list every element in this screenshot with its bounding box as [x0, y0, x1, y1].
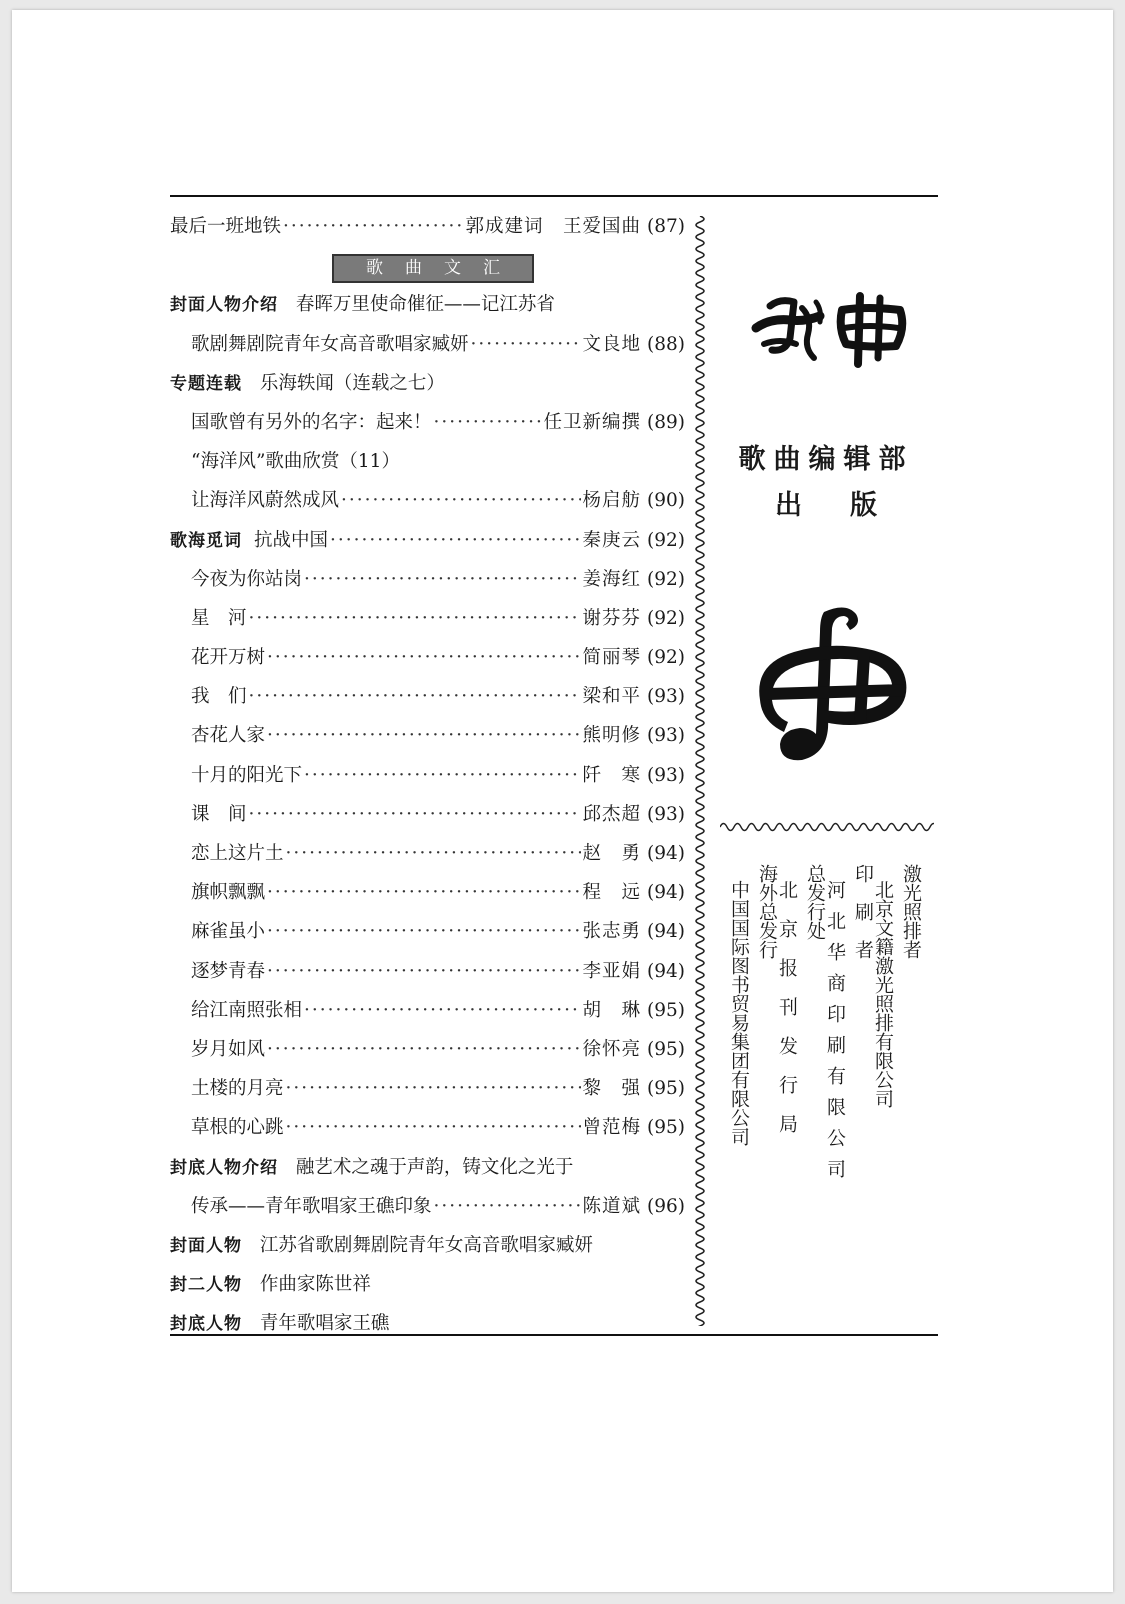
credit-name: 中国国际图书贸易集团有限公司 — [728, 880, 750, 1146]
credit-column — [824, 864, 877, 1190]
toc-author: 郭成建词 王爱国曲 — [465, 216, 642, 237]
toc-author: 赵 勇 — [582, 843, 642, 864]
section-label: 封面人物介绍 — [170, 295, 278, 316]
section-label: 歌海觅词 — [170, 530, 242, 551]
toc-text: 乐海轶闻（连载之七） — [259, 372, 445, 394]
toc-title: 传承——青年歌唱家王礁印象 — [191, 1195, 432, 1217]
editorial-department: 歌曲编辑部 — [738, 444, 914, 475]
credit-column — [872, 864, 925, 1108]
toc-title: 逐梦青春 — [191, 960, 266, 982]
toc-title: 岁月如风 — [191, 1038, 266, 1060]
toc-section-line[interactable] — [170, 1265, 685, 1304]
leader-dots — [267, 873, 580, 912]
leader-dots — [267, 952, 580, 991]
music-note-qu-emblem-icon — [754, 604, 910, 762]
toc-subheading — [170, 442, 685, 481]
toc-author: 徐怀亮 — [582, 1038, 642, 1060]
leader-dots — [267, 638, 580, 677]
toc-title: 花开万树 — [191, 647, 266, 669]
toc-page: (92) — [647, 529, 685, 551]
toc-page: (94) — [647, 921, 685, 943]
toc-title: 麻雀虽小 — [191, 921, 266, 943]
toc-entry[interactable] — [170, 834, 685, 873]
toc-page: (95) — [647, 999, 685, 1021]
toc-author: 姜海红 — [582, 568, 642, 590]
publication-credits — [728, 864, 925, 1292]
toc-text: “海洋风”歌曲欣赏（11） — [191, 451, 400, 473]
wave-divider — [692, 216, 708, 1326]
toc-entry[interactable] — [170, 521, 685, 560]
toc-page: (93) — [647, 686, 685, 708]
toc-text: 春晖万里使命催征——记江苏省 — [295, 294, 555, 316]
toc-entry[interactable] — [170, 952, 685, 991]
toc-title: 最后一班地铁 — [170, 216, 282, 237]
toc-text: 作曲家陈世祥 — [259, 1274, 371, 1296]
toc-page: (90) — [647, 490, 685, 512]
toc-author: 程 远 — [582, 882, 642, 904]
toc-entry[interactable] — [170, 795, 685, 834]
leader-dots — [249, 795, 581, 834]
toc-title: 土楼的月亮 — [191, 1078, 284, 1100]
toc-page: (95) — [647, 1078, 685, 1100]
toc-title: 歌剧舞剧院青年女高音歌唱家臧妍 — [191, 333, 469, 355]
magazine-page — [12, 10, 1113, 1592]
toc-title: 我 们 — [191, 686, 247, 708]
wave-ornament — [720, 820, 934, 834]
toc-page: (93) — [647, 764, 685, 786]
toc-entry[interactable] — [170, 325, 685, 364]
leader-dots — [434, 403, 542, 442]
toc-title: 抗战中国 — [254, 529, 329, 551]
toc-page: (87) — [647, 216, 685, 237]
toc-page: (94) — [647, 882, 685, 904]
toc-entry[interactable] — [170, 1069, 685, 1108]
credit-name: 北京文籍激光照排有限公司 — [872, 880, 894, 1108]
credit-role: 印 刷 者 — [852, 864, 874, 959]
toc-page: (95) — [647, 1117, 685, 1139]
credit-column — [728, 864, 781, 1146]
toc-text: 融艺术之魂于声韵，铸文化之光于 — [295, 1156, 574, 1178]
toc-entry[interactable] — [170, 403, 685, 442]
toc-entry[interactable] — [170, 1030, 685, 1069]
toc-entry[interactable] — [170, 481, 685, 520]
toc-author: 邱杰超 — [582, 803, 642, 825]
toc-title: 给江南照张相 — [191, 999, 303, 1021]
toc-text: 青年歌唱家王礁 — [259, 1313, 390, 1335]
toc-author: 文良地 — [582, 333, 642, 355]
toc-entry[interactable] — [170, 991, 685, 1030]
toc-title: 课 间 — [191, 803, 247, 825]
toc-entry[interactable] — [170, 1108, 685, 1147]
leader-dots — [434, 1187, 581, 1226]
toc-page: (92) — [647, 647, 685, 669]
toc-entry[interactable] — [170, 873, 685, 912]
table-of-contents — [170, 207, 685, 1343]
leader-dots — [286, 1108, 581, 1147]
toc-section-line[interactable] — [170, 364, 685, 403]
section-label: 专题连载 — [170, 373, 242, 394]
leader-dots — [304, 560, 580, 599]
leader-dots — [330, 521, 580, 560]
toc-author: 陈道斌 — [582, 1195, 642, 1217]
toc-title: 国歌曾有另外的名字：起来！ — [191, 411, 432, 433]
toc-page: (92) — [647, 607, 685, 629]
section-banner: 歌曲文汇 — [332, 254, 534, 283]
leader-dots — [267, 912, 580, 951]
toc-author: 曾范梅 — [582, 1117, 642, 1139]
credit-name: 北京报刊发行局 — [776, 880, 798, 1153]
toc-author: 胡 琳 — [582, 999, 642, 1021]
credit-role: 海外总发行 — [756, 864, 778, 959]
calligraphy-logo — [750, 288, 912, 370]
section-label: 封面人物 — [170, 1235, 242, 1256]
toc-author: 黎 强 — [582, 1078, 642, 1100]
section-banner-row — [170, 246, 685, 285]
toc-entry[interactable] — [170, 638, 685, 677]
toc-text: 江苏省歌剧舞剧院青年女高音歌唱家臧妍 — [259, 1234, 593, 1256]
toc-author: 熊明修 — [582, 725, 642, 747]
leader-dots — [249, 677, 581, 716]
toc-author: 简丽琴 — [582, 647, 642, 669]
toc-title: 星 河 — [191, 607, 247, 629]
leader-dots — [341, 481, 580, 520]
toc-entry[interactable] — [170, 560, 685, 599]
toc-page: (89) — [647, 411, 685, 433]
toc-section-line[interactable] — [170, 285, 685, 324]
leader-dots — [304, 991, 580, 1030]
toc-title: 今夜为你站岗 — [191, 568, 303, 590]
top-rule — [170, 195, 938, 197]
toc-author: 谢芬芬 — [582, 607, 642, 629]
toc-title: 旗帜飘飘 — [191, 882, 266, 904]
toc-entry[interactable] — [170, 677, 685, 716]
toc-author: 梁和平 — [582, 686, 642, 708]
credit-role: 激光照排者 — [900, 864, 922, 959]
toc-page: (92) — [647, 568, 685, 590]
toc-page: (88) — [647, 333, 685, 355]
toc-entry[interactable] — [170, 1187, 685, 1226]
credit-role: 总发行处 — [804, 864, 826, 940]
toc-entry[interactable] — [170, 599, 685, 638]
section-label: 封底人物介绍 — [170, 1157, 278, 1178]
toc-entry[interactable] — [170, 912, 685, 951]
toc-entry[interactable] — [170, 207, 685, 246]
toc-author: 秦庚云 — [582, 529, 642, 551]
leader-dots — [283, 207, 463, 246]
toc-page: (95) — [647, 1038, 685, 1060]
leader-dots — [471, 325, 581, 364]
leader-dots — [249, 599, 581, 638]
toc-page: (96) — [647, 1195, 685, 1217]
toc-title: 恋上这片土 — [191, 843, 284, 864]
credit-column — [776, 864, 829, 1153]
toc-author: 李亚娟 — [582, 960, 642, 982]
toc-section-line[interactable] — [170, 1226, 685, 1265]
publish-label: 出版 — [775, 490, 925, 521]
leader-dots — [267, 1030, 580, 1069]
section-label: 封二人物 — [170, 1275, 242, 1296]
leader-dots — [286, 834, 581, 873]
toc-page: (93) — [647, 803, 685, 825]
toc-title: 杏花人家 — [191, 725, 266, 747]
toc-author: 张志勇 — [582, 921, 642, 943]
toc-author: 任卫新编撰 — [543, 411, 642, 433]
toc-section-line[interactable] — [170, 1304, 685, 1343]
toc-author: 阡 寒 — [582, 764, 642, 786]
toc-author: 杨启舫 — [582, 490, 642, 512]
toc-page: (94) — [647, 960, 685, 982]
leader-dots — [267, 716, 580, 755]
credit-name: 河北华商印刷有限公司 — [824, 880, 846, 1190]
section-label: 封底人物 — [170, 1314, 242, 1335]
toc-page: (94) — [647, 843, 685, 864]
toc-title: 草根的心跳 — [191, 1117, 284, 1139]
toc-entry[interactable] — [170, 756, 685, 795]
toc-entry[interactable] — [170, 716, 685, 755]
toc-title: 十月的阳光下 — [191, 764, 303, 786]
toc-section-line[interactable] — [170, 1148, 685, 1187]
toc-page: (93) — [647, 725, 685, 747]
leader-dots — [304, 756, 580, 795]
leader-dots — [286, 1069, 581, 1108]
toc-title: 让海洋风蔚然成风 — [191, 490, 340, 512]
